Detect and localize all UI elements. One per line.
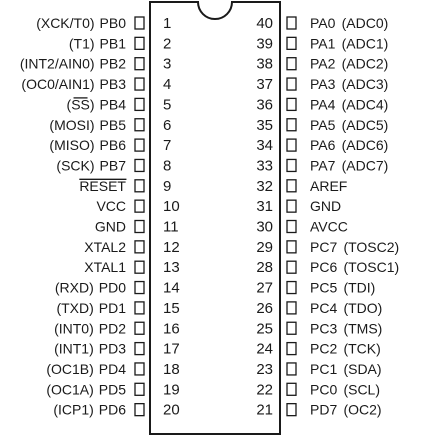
- pin-10: [96, 198, 179, 215]
- pin-lead: [287, 58, 296, 70]
- pin-alt-function: (TDI): [343, 279, 376, 296]
- pin-alt-function: (SCL): [343, 381, 381, 398]
- pin-alt-function: (ADC7): [341, 157, 389, 174]
- pin-name: PD5: [98, 381, 126, 398]
- pin-name: VCC: [96, 198, 126, 215]
- pin-alt-function: (TXD): [56, 299, 94, 316]
- pin-number: 11: [163, 218, 179, 236]
- pin-name: PB6: [99, 137, 126, 154]
- pin-name: AVCC: [310, 218, 348, 235]
- pin-alt-function: (INT1): [54, 340, 94, 357]
- pin-alt-function: (TOSC1): [343, 259, 400, 276]
- pin-name: GND: [310, 198, 342, 215]
- pin-name: GND: [94, 218, 126, 235]
- pin-lead: [287, 119, 296, 131]
- pin-4: [21, 76, 171, 93]
- pin-12: [84, 239, 179, 256]
- pin-name: PB3: [99, 76, 126, 93]
- pin-number: 4: [163, 76, 172, 94]
- pin-number: 40: [256, 15, 273, 32]
- pin-lead: [135, 241, 144, 253]
- pin-name: PD6: [98, 401, 126, 418]
- pin-number: 12: [163, 238, 180, 256]
- pin-32: [256, 178, 347, 195]
- pin-number: 17: [163, 340, 180, 358]
- pin-lead: [287, 200, 296, 212]
- pin-name: PA2: [310, 55, 336, 72]
- pin-number: 13: [163, 259, 180, 277]
- pin-lead: [287, 37, 296, 49]
- pin-alt-function: (ADC1): [341, 35, 389, 52]
- pin-lead: [287, 261, 296, 273]
- pin-number: 31: [256, 198, 273, 216]
- pin-13: [84, 259, 179, 276]
- pin-number: 18: [163, 360, 180, 378]
- pin-name: PB2: [99, 55, 126, 72]
- pin-alt-function: (T1): [68, 35, 95, 52]
- pin-alt-function: (OC2): [343, 401, 382, 418]
- pin-number: 22: [256, 381, 273, 399]
- pin-lead: [287, 363, 296, 375]
- pin-name: PA4: [310, 96, 336, 113]
- pin-number: 24: [256, 340, 273, 358]
- pin-number: 37: [256, 76, 273, 94]
- pin-name: PD3: [98, 340, 126, 357]
- pin-3: [20, 56, 172, 73]
- pin-number: 14: [163, 279, 180, 297]
- pin-lead: [135, 261, 144, 273]
- pin-lead: [135, 139, 144, 151]
- pin-number: 27: [256, 279, 273, 297]
- pin-number: 34: [256, 137, 273, 155]
- pin-alt-function: (MISO): [49, 137, 95, 154]
- pin-name: PB4: [99, 96, 126, 113]
- pin-lead: [135, 17, 144, 29]
- pin-name: PD4: [98, 360, 126, 377]
- pin-alt-function: (SS): [66, 96, 95, 113]
- pin-lead: [287, 139, 296, 151]
- pin-alt-function: (ADC3): [341, 76, 389, 93]
- pin-lead: [135, 98, 144, 110]
- pin-lead: [287, 180, 296, 192]
- pin-number: 28: [256, 259, 273, 277]
- pin-lead: [287, 17, 296, 29]
- pin-number: 1: [163, 15, 172, 32]
- pin-alt-function: (SDA): [343, 360, 382, 377]
- pin-number: 39: [256, 35, 273, 53]
- pin-lead: [287, 241, 296, 253]
- pin-alt-function: (ADC4): [341, 96, 389, 113]
- pin-number: 26: [256, 299, 273, 317]
- pin-alt-function: (ADC0): [341, 15, 389, 31]
- pin-lead: [287, 98, 296, 110]
- pin-lead: [287, 404, 296, 416]
- pin-lead: [287, 78, 296, 90]
- pin-name: PD1: [98, 299, 126, 316]
- pin-31: [256, 198, 341, 215]
- pin-name: PC1: [310, 360, 338, 377]
- pin-name: PA0: [310, 15, 336, 31]
- pin-lead: [135, 363, 144, 375]
- pin-lead: [135, 322, 144, 334]
- pin-number: 25: [256, 320, 273, 338]
- pin-name: XTAL2: [84, 238, 126, 255]
- pin-alt-function: (TDO): [343, 299, 383, 316]
- pin-name: XTAL1: [84, 259, 126, 276]
- pin-number: 6: [163, 116, 172, 134]
- pin-name: AREF: [310, 177, 348, 194]
- pin-name: PC0: [310, 381, 338, 398]
- pin-name: PB5: [99, 116, 126, 133]
- pin-alt-function: (ICP1): [53, 401, 94, 418]
- pin-lead: [135, 282, 144, 294]
- pin-lead: [135, 159, 144, 171]
- pin-alt-function: (INT0): [54, 320, 94, 337]
- pin-alt-function: (OC1A): [46, 381, 94, 398]
- pin-name: PB7: [99, 157, 126, 174]
- pin-name: PC2: [310, 340, 338, 357]
- pin-lead: [135, 58, 144, 70]
- pin-lead: [135, 78, 144, 90]
- pin-number: 33: [256, 157, 273, 175]
- pin-number: 21: [256, 401, 273, 419]
- pin-lead: [135, 180, 144, 192]
- pin-lead: [135, 302, 144, 314]
- pin-name: PC4: [310, 299, 338, 316]
- pin-number: 7: [163, 137, 172, 155]
- pin-name: PA7: [310, 157, 336, 174]
- pin-number: 19: [163, 381, 180, 399]
- pin-name: PA1: [310, 35, 336, 52]
- pin-lead: [287, 302, 296, 314]
- pin-name: PA5: [310, 116, 336, 133]
- pin-name: PA6: [310, 137, 336, 154]
- pin-lead: [135, 221, 144, 233]
- pin-number: 36: [256, 96, 273, 114]
- pin-name: PD7: [310, 401, 338, 418]
- pin-11: [95, 219, 179, 236]
- pin-lead: [287, 282, 296, 294]
- pin-lead: [287, 383, 296, 395]
- pin-lead: [135, 343, 144, 355]
- pin-lead: [135, 200, 144, 212]
- pin-alt-function: (TMS): [343, 320, 383, 337]
- pin-number: 2: [163, 35, 172, 53]
- pin-lead: [287, 159, 296, 171]
- pin-name: PC6: [310, 259, 338, 276]
- pin-number: 23: [256, 360, 273, 378]
- pin-number: 32: [256, 177, 273, 195]
- pin-name: PD2: [98, 320, 126, 337]
- pin-number: 35: [256, 116, 273, 134]
- pin-alt-function: (TCK): [343, 340, 381, 357]
- pin-alt-function: (ADC5): [341, 116, 389, 133]
- pin-number: 30: [256, 218, 273, 236]
- pin-number: 20: [163, 401, 180, 419]
- pin-name: PA3: [310, 76, 336, 93]
- pin-number: 9: [163, 177, 172, 195]
- pin-lead: [135, 383, 144, 395]
- pin-alt-function: (ADC2): [341, 55, 389, 72]
- pin-name: RESET: [79, 177, 126, 194]
- pin-lead: [135, 404, 144, 416]
- pin-number: 16: [163, 320, 180, 338]
- pin-alt-function: (OC0/AIN1): [21, 76, 95, 93]
- pin-lead: [287, 343, 296, 355]
- pin-alt-function: (INT2/AIN0): [19, 55, 95, 72]
- pin-number: 3: [163, 55, 172, 73]
- pin-lead: [287, 322, 296, 334]
- pin-number: 5: [163, 96, 172, 114]
- pin-alt-function: (MOSI): [49, 116, 95, 133]
- pin-alt-function: (TOSC2): [343, 238, 400, 255]
- pin-alt-function: (XCK/T0): [36, 15, 95, 31]
- pin-alt-function: (RXD): [54, 279, 94, 296]
- pin-lead: [135, 119, 144, 131]
- pin-name: PB0: [99, 15, 126, 31]
- pin-name: PB1: [99, 35, 126, 52]
- pin-name: PD0: [98, 279, 126, 296]
- pin-name: PC3: [310, 320, 338, 337]
- pin-alt-function: (OC1B): [46, 360, 94, 377]
- pin-number: 38: [256, 55, 273, 73]
- pin-alt-function: (ADC6): [341, 137, 389, 154]
- pin-name: PC5: [310, 279, 338, 296]
- pin-number: 10: [163, 198, 180, 216]
- pin-30: [256, 219, 348, 236]
- pin-lead: [135, 37, 144, 49]
- pin-number: 29: [256, 238, 273, 256]
- pin-number: 15: [163, 299, 180, 317]
- pin-lead: [287, 221, 296, 233]
- pin-alt-function: (SCK): [56, 157, 95, 174]
- pin-number: 8: [163, 157, 172, 175]
- pin-name: PC7: [310, 238, 338, 255]
